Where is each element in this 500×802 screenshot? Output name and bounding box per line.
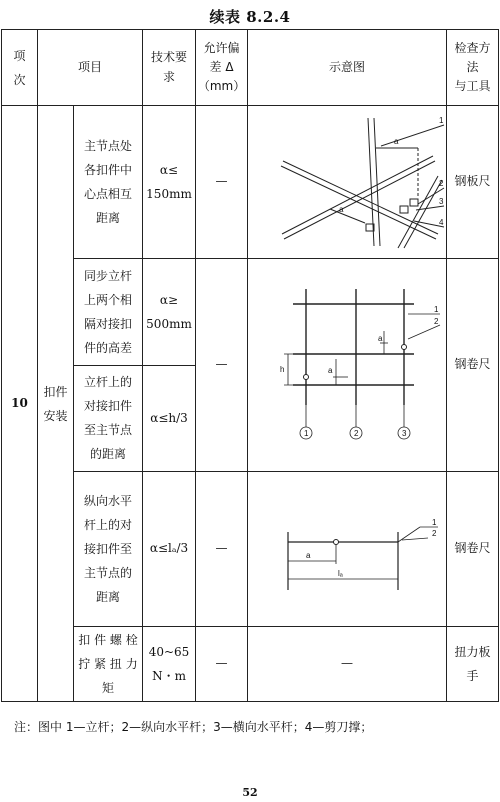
label-1: 1 xyxy=(439,116,444,125)
diagram-cell: — xyxy=(248,627,447,702)
axis-3: 3 xyxy=(402,429,407,438)
requirement-cell: α≥ 500mm xyxy=(143,259,196,366)
category-cell: 扣件 安装 xyxy=(38,106,74,702)
dim-a: a xyxy=(328,366,333,375)
requirement-cell: α≤lₐ/3 xyxy=(143,472,196,627)
method-cell: 钢卷尺 xyxy=(447,472,499,627)
header-method: 检查方 法 与工具 xyxy=(447,30,499,106)
item-cell: 同步立杆 上两个相 隔对接扣 件的高差 xyxy=(74,259,143,366)
label-2: 2 xyxy=(434,317,439,326)
label-2: 2 xyxy=(432,529,437,538)
table-row xyxy=(2,259,499,366)
axis-1: 1 xyxy=(304,429,309,438)
dim-a-2: a xyxy=(378,334,383,343)
header-requirement: 技术要 求 xyxy=(143,30,196,106)
header-row xyxy=(2,30,499,106)
requirement-cell: α≤ 150mm xyxy=(143,106,196,259)
tolerance-cell: — xyxy=(196,472,248,627)
table-title: 续表 8.2.4 xyxy=(209,8,291,26)
item-cell: 立杆上的 对接扣件 至主节点 的距离 xyxy=(74,365,143,472)
diagram-cell xyxy=(248,106,447,259)
label-3: 3 xyxy=(439,197,444,206)
method-cell: 扭力板 手 xyxy=(447,627,499,702)
label-2: 2 xyxy=(439,179,444,188)
diagram-cell xyxy=(248,472,447,627)
requirement-cell: α≤h/3 xyxy=(143,365,196,472)
dim-la: lₐ xyxy=(338,569,343,578)
table-row xyxy=(2,472,499,627)
requirement-cell: 40~65 N・m xyxy=(143,627,196,702)
label-4: 4 xyxy=(439,218,444,227)
tolerance-cell: — xyxy=(196,259,248,472)
node-fastener-diagram xyxy=(248,106,447,258)
axis-2: 2 xyxy=(354,429,359,438)
header-no: 项 次 xyxy=(2,30,38,106)
method-cell: 钢板尺 xyxy=(447,106,499,259)
label-1: 1 xyxy=(432,518,437,527)
method-cell: 钢卷尺 xyxy=(447,259,499,472)
dim-a: a xyxy=(306,551,311,560)
dim-a-2: a xyxy=(339,205,344,214)
label-1: 1 xyxy=(434,305,439,314)
dim-a: a xyxy=(394,137,399,146)
diagram-cell xyxy=(248,259,447,472)
tolerance-cell: — xyxy=(196,106,248,259)
row-number: 10 xyxy=(2,106,38,702)
table-row xyxy=(2,627,499,702)
header-tolerance: 允许偏 差 Δ （mm） xyxy=(196,30,248,106)
tolerance-cell: — xyxy=(196,627,248,702)
dim-h: h xyxy=(280,365,285,374)
item-cell: 主节点处 各扣件中 心点相互 距离 xyxy=(74,106,143,259)
table-row xyxy=(2,106,499,259)
page-number: 52 xyxy=(242,786,258,799)
pole-joint-diagram xyxy=(248,259,447,471)
header-item: 项目 xyxy=(38,30,143,106)
spec-table xyxy=(1,29,499,702)
item-cell: 扣 件 螺 栓 拧 紧 扭 力 矩 xyxy=(74,627,143,702)
header-diagram: 示意图 xyxy=(248,30,447,106)
footnote: 注：图中 1—立杆；2—纵向水平杆；3—横向水平杆；4—剪刀撑； xyxy=(14,720,373,734)
item-cell: 纵向水平 杆上的对 接扣件至 主节点的 距离 xyxy=(74,472,143,627)
horizontal-joint-diagram xyxy=(248,472,447,626)
